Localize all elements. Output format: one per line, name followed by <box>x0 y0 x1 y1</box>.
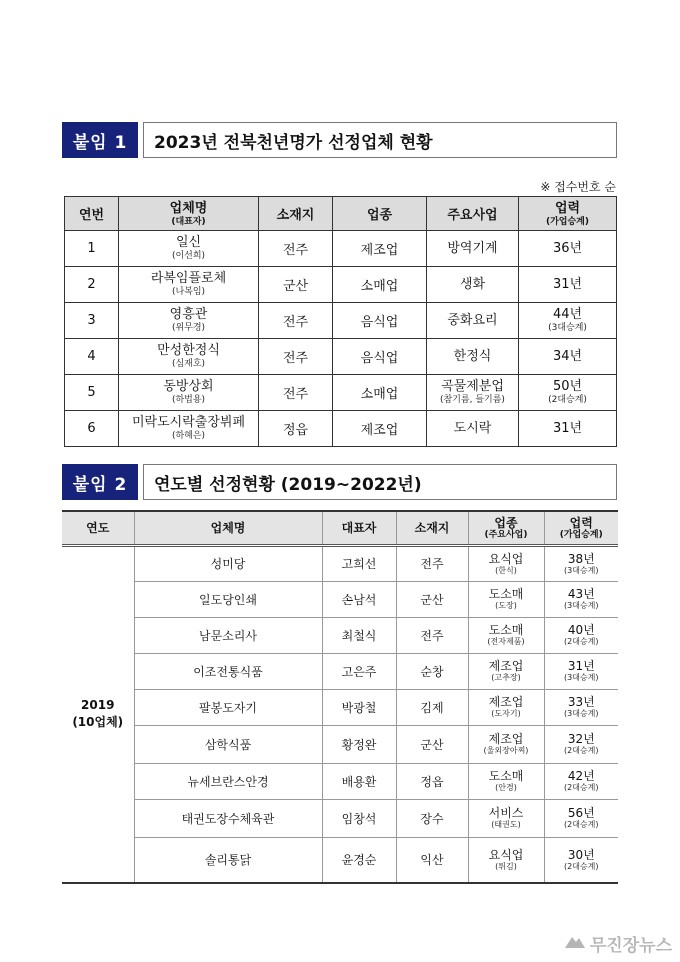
table-row <box>62 545 618 581</box>
row-history <box>544 763 618 799</box>
row-industry: 소매업 <box>333 375 427 411</box>
col-business: 주요사업 <box>427 197 519 231</box>
row-industry <box>468 653 544 689</box>
table-row <box>62 581 618 617</box>
row-company: 남문소리사 <box>134 617 322 653</box>
col-history-label: 업력 <box>554 200 581 216</box>
history-sub: (2대승계) <box>563 746 599 755</box>
row-company <box>119 303 259 339</box>
business-label: 중화요리 <box>447 312 498 328</box>
row-location: 군산 <box>259 267 333 303</box>
row-history <box>519 375 617 411</box>
row-no: 5 <box>65 375 119 411</box>
history-label: 31년 <box>552 276 583 292</box>
row-company: 태권도장수체육관 <box>134 799 322 837</box>
business-label: 도시락 <box>453 420 492 436</box>
row-history <box>519 411 617 447</box>
industry-sub: (튀김) <box>495 861 517 871</box>
col-company-label: 업체명 <box>169 200 208 216</box>
section1-header <box>62 122 617 158</box>
row-history <box>544 689 618 725</box>
history-label: 56년 <box>567 806 595 820</box>
industry-label: 서비스 <box>488 806 524 820</box>
row-business <box>427 231 519 267</box>
business-label: 한정식 <box>453 348 492 364</box>
industry-sub: (도장) <box>495 601 517 610</box>
company-rep: (나복임) <box>171 287 206 297</box>
row-location: 전주 <box>396 545 468 581</box>
col2-industry-sub: (주요사업) <box>484 529 528 540</box>
section1-title: 2023년 전북천년명가 선정업체 현황 <box>143 122 617 158</box>
industry-sub: (고추장) <box>491 673 521 682</box>
industry-label: 도소매 <box>488 623 524 637</box>
history-label: 43년 <box>567 587 595 601</box>
row-no: 3 <box>65 303 119 339</box>
col2-company: 업체명 <box>134 511 322 545</box>
table-row <box>65 411 617 447</box>
row-location: 김제 <box>396 689 468 725</box>
history-label: 33년 <box>567 695 595 709</box>
company-rep: (이선희) <box>171 251 206 261</box>
history-label: 30년 <box>567 847 595 862</box>
row-company <box>119 231 259 267</box>
table-row <box>62 763 618 799</box>
row-industry <box>468 799 544 837</box>
col2-location: 소재지 <box>396 511 468 545</box>
row-company: 팔봉도자기 <box>134 689 322 725</box>
table-row <box>62 725 618 763</box>
industry-label: 제조업 <box>488 732 524 746</box>
row-rep: 고희선 <box>322 545 396 581</box>
row-rep: 윤경순 <box>322 837 396 883</box>
row-rep: 박광철 <box>322 689 396 725</box>
company-name: 라복임플로체 <box>150 271 227 286</box>
row-company <box>119 375 259 411</box>
row-location: 정읍 <box>259 411 333 447</box>
watermark-text: 무진장뉴스 <box>589 936 672 956</box>
business-label: 생화 <box>459 276 486 292</box>
row-industry <box>468 545 544 581</box>
sort-note: ※ 접수번호 순 <box>540 180 616 194</box>
col2-year: 연도 <box>62 511 134 545</box>
history-sub: (2대승계) <box>563 783 599 792</box>
row-company <box>119 267 259 303</box>
table-row <box>65 375 617 411</box>
row-industry: 음식업 <box>333 303 427 339</box>
col2-history <box>544 511 618 545</box>
row-industry <box>468 837 544 883</box>
row-no: 4 <box>65 339 119 375</box>
row-history <box>544 837 618 883</box>
industry-sub: (태권도) <box>491 820 521 829</box>
row-industry <box>468 617 544 653</box>
row-industry: 음식업 <box>333 339 427 375</box>
company-name: 만성한정식 <box>157 343 220 358</box>
section1-badge: 붙임 1 <box>62 122 138 158</box>
col-no: 연번 <box>65 197 119 231</box>
history-sub: (2대승계) <box>563 861 599 871</box>
table-row <box>62 653 618 689</box>
history-sub: (2대승계) <box>563 637 599 646</box>
row-location: 전주 <box>259 231 333 267</box>
history-label: 31년 <box>567 659 595 673</box>
table-row <box>62 689 618 725</box>
section2-title: 연도별 선정현황 (2019~2022년) <box>143 464 617 500</box>
row-business <box>427 303 519 339</box>
table-row <box>62 837 618 883</box>
industry-label: 제조업 <box>488 695 524 709</box>
row-no: 2 <box>65 267 119 303</box>
row-no: 1 <box>65 231 119 267</box>
row-history <box>544 799 618 837</box>
table-row <box>65 339 617 375</box>
company-rep: (위무경) <box>171 323 206 333</box>
industry-sub: (도자기) <box>491 709 521 718</box>
section2-badge: 붙임 2 <box>62 464 138 500</box>
row-location: 정읍 <box>396 763 468 799</box>
row-company: 이조전통식품 <box>134 653 322 689</box>
row-location: 장수 <box>396 799 468 837</box>
row-history <box>519 231 617 267</box>
year-cell <box>62 545 134 883</box>
table-row <box>62 799 618 837</box>
row-business <box>427 339 519 375</box>
col2-history-label: 업력 <box>569 515 593 530</box>
mountain-logo-icon <box>564 933 586 954</box>
industry-sub: (안경) <box>495 783 517 792</box>
row-industry: 제조업 <box>333 231 427 267</box>
row-history <box>544 725 618 763</box>
row-history <box>519 339 617 375</box>
selection-table-by-year <box>62 510 618 884</box>
row-location: 군산 <box>396 581 468 617</box>
col-history-sub: (가업승계) <box>545 216 589 227</box>
row-business <box>427 267 519 303</box>
industry-label: 제조업 <box>488 659 524 673</box>
row-no: 6 <box>65 411 119 447</box>
year-count: (10업체) <box>72 715 124 730</box>
company-rep: (하혜은) <box>171 431 206 441</box>
industry-label: 요식업 <box>488 847 524 862</box>
row-history <box>544 653 618 689</box>
row-location: 전주 <box>259 303 333 339</box>
history-label: 40년 <box>567 623 595 637</box>
row-industry: 제조업 <box>333 411 427 447</box>
row-location: 군산 <box>396 725 468 763</box>
history-sub: (3대승계) <box>563 673 599 682</box>
company-rep: (심재호) <box>171 359 206 369</box>
row-industry <box>468 763 544 799</box>
history-sub: (2대승계) <box>548 395 587 405</box>
col-location: 소재지 <box>259 197 333 231</box>
history-label: 50년 <box>552 379 583 394</box>
history-sub: (3대승계) <box>548 323 587 333</box>
history-label: 34년 <box>552 348 583 364</box>
col-industry: 업종 <box>333 197 427 231</box>
history-sub: (3대승계) <box>563 709 599 718</box>
row-company: 일도당인쇄 <box>134 581 322 617</box>
row-industry <box>468 581 544 617</box>
company-name: 미락도시락출장뷔페 <box>131 415 246 430</box>
history-label: 31년 <box>552 420 583 436</box>
row-business <box>427 411 519 447</box>
company-name: 동방상회 <box>163 379 214 394</box>
row-rep: 황정완 <box>322 725 396 763</box>
row-location: 전주 <box>396 617 468 653</box>
table-row <box>62 617 618 653</box>
col-history <box>519 197 617 231</box>
history-label: 42년 <box>567 769 595 783</box>
business-label: 방역기계 <box>447 240 498 256</box>
industry-sub: (전자제품) <box>487 637 525 646</box>
table-row <box>65 231 617 267</box>
col2-rep: 대표자 <box>322 511 396 545</box>
year-label: 2019 <box>81 698 115 713</box>
row-company <box>119 411 259 447</box>
section2-header <box>62 464 617 500</box>
row-industry <box>468 725 544 763</box>
row-history <box>519 303 617 339</box>
company-rep: (하법용) <box>171 395 206 405</box>
watermark <box>564 931 672 956</box>
history-sub: (3대승계) <box>563 601 599 610</box>
industry-label: 도소매 <box>488 587 524 601</box>
history-label: 38년 <box>567 551 595 566</box>
row-rep: 배용환 <box>322 763 396 799</box>
col2-history-sub: (가업승계) <box>559 529 603 540</box>
table-row <box>65 303 617 339</box>
history-label: 32년 <box>567 732 595 746</box>
row-company: 솔리통닭 <box>134 837 322 883</box>
row-rep: 손남석 <box>322 581 396 617</box>
row-history <box>519 267 617 303</box>
history-sub: (2대승계) <box>563 820 599 829</box>
company-name: 영흥관 <box>169 307 208 322</box>
row-rep: 임창석 <box>322 799 396 837</box>
history-sub: (3대승계) <box>563 565 599 575</box>
row-company <box>119 339 259 375</box>
row-company: 뉴세브란스안경 <box>134 763 322 799</box>
col-company-sub: (대표자) <box>171 216 206 227</box>
row-company: 성미당 <box>134 545 322 581</box>
row-history <box>544 617 618 653</box>
col2-industry-label: 업종 <box>494 515 518 530</box>
row-industry: 소매업 <box>333 267 427 303</box>
row-location: 전주 <box>259 375 333 411</box>
row-history <box>544 545 618 581</box>
industry-label: 요식업 <box>488 551 524 566</box>
table-row <box>65 267 617 303</box>
col2-industry <box>468 511 544 545</box>
row-rep: 최철식 <box>322 617 396 653</box>
row-location: 익산 <box>396 837 468 883</box>
industry-sub: (울외장아찌) <box>483 746 529 755</box>
industry-label: 도소매 <box>488 769 524 783</box>
business-label: 곡물제분업 <box>441 379 504 394</box>
row-rep: 고은주 <box>322 653 396 689</box>
row-company: 삼학식품 <box>134 725 322 763</box>
row-industry <box>468 689 544 725</box>
row-business <box>427 375 519 411</box>
history-label: 44년 <box>552 307 583 322</box>
history-label: 36년 <box>552 240 583 256</box>
row-location: 순창 <box>396 653 468 689</box>
row-history <box>544 581 618 617</box>
business-sub: (참기름, 들기름) <box>440 395 505 405</box>
col-company <box>119 197 259 231</box>
selection-table-2023 <box>64 196 617 447</box>
company-name: 일신 <box>175 235 202 250</box>
row-location: 전주 <box>259 339 333 375</box>
industry-sub: (한식) <box>495 565 517 575</box>
